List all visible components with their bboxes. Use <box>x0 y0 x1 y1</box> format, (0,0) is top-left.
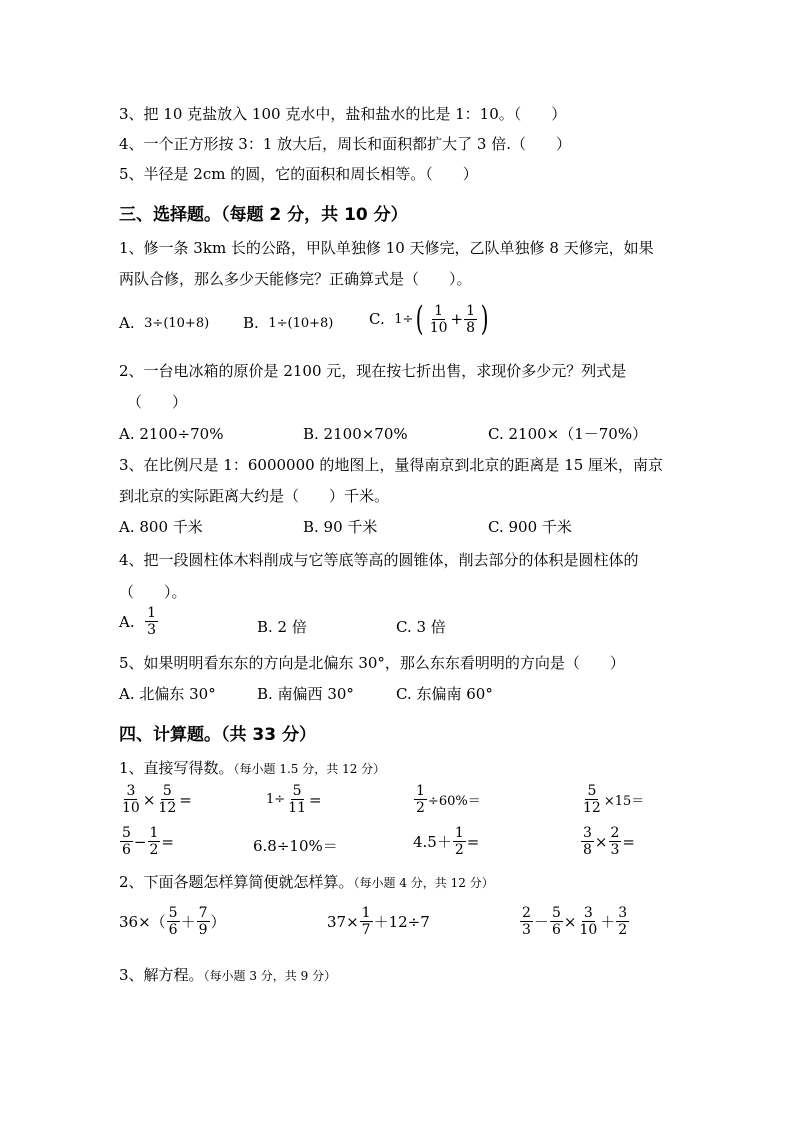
expr-1: $\frac{3}{10}$ × $\frac{5}{12}$ = <box>122 783 192 816</box>
s3-q3-line2: 到北京的实际距离大约是（ ）千米。 <box>119 487 390 505</box>
s3-q5-line1: 5、如果明明看东东的方向是北偏东 30°，那么东东看明明的方向是（ ） <box>119 654 625 672</box>
expr-8: $\frac{3}{8}$ × $\frac{2}{3}$ = <box>583 825 635 858</box>
expr-5: $\frac{5}{6}$ − $\frac{1}{2}$ = <box>122 825 174 858</box>
s3-q2-option-a: A. 2100÷70% <box>119 425 224 443</box>
s3-q1-line1: 1、修一条 3km 长的公路，甲队单独修 10 天修完，乙队单独修 8 天修完，如果 <box>119 239 654 257</box>
expr-6: 6.8÷10%＝ <box>253 837 338 855</box>
s4-part2-title: 2、下面各题怎样算简便就怎样算。（每小题 4 分，共 12 分） <box>119 873 494 891</box>
s3-q4-option-c: C. 3 倍 <box>396 618 446 636</box>
s3-q3-option-b: B. 90 千米 <box>303 518 378 536</box>
s3-q1-option-a: A. 3÷(10+8) <box>119 314 210 332</box>
section3-heading: 三、选择题。（每题 2 分，共 10 分） <box>119 205 408 225</box>
s3-q2-line2: （ ） <box>127 393 188 411</box>
s3-q5-option-a: A. 北偏东 30° <box>119 685 216 703</box>
s3-q3-option-a: A. 800 千米 <box>119 518 203 536</box>
s4-part3-title: 3、解方程。（每小题 3 分，共 9 分） <box>119 966 337 984</box>
expr-3: $\frac{1}{2}$ ÷60%＝ <box>416 783 481 816</box>
s3-q1-option-b: B. 1÷(10+8) <box>243 314 334 332</box>
s3-q2-line1: 2、一台电冰箱的原价是 2100 元，现在按七折出售，求现价多少元？列式是 <box>119 362 627 380</box>
calc-1: 36×（ $\frac{5}{6}$ ＋ $\frac{7}{9}$ ） <box>119 905 226 938</box>
s3-q4-option-a: A. $\frac{1}{3}$ <box>119 605 157 638</box>
judge-q5: 5、半径是 2cm 的圆，它的面积和周长相等。（ ） <box>119 165 478 183</box>
s3-q3-option-c: C. 900 千米 <box>488 518 572 536</box>
judge-q3: 3、把 10 克盐放入 100 克水中，盐和盐水的比是 1：10。（ ） <box>119 105 567 123</box>
s3-q5-option-c: C. 东偏南 60° <box>396 685 493 703</box>
calc-3: $\frac{2}{3}$ － $\frac{5}{6}$ × $\frac{3}{10}$ ＋ $\frac{3}{2}$ <box>522 905 628 938</box>
s3-q1-line2: 两队合修，那么多少天能修完？正确算式是（ ）。 <box>119 270 472 288</box>
section4-heading: 四、计算题。（共 33 分） <box>119 725 316 745</box>
s3-q2-option-b: B. 2100×70% <box>303 425 408 443</box>
s3-q1-option-c: C. 1÷ ( $\frac{1}{10}$ + $\frac{1}{8}$ ) <box>369 299 489 339</box>
judge-q4: 4、一个正方形按 3：1 放大后，周长和面积都扩大了 3 倍.（ ） <box>119 135 572 153</box>
s3-q4-line1: 4、把一段圆柱体木料削成与它等底等高的圆锥体，削去部分的体积是圆柱体的 <box>119 551 639 569</box>
s4-part1-title: 1、直接写得数。（每小题 1.5 分，共 12 分） <box>119 759 386 777</box>
s3-q4-option-b: B. 2 倍 <box>257 618 307 636</box>
s3-q3-line1: 3、在比例尺是 1：6000000 的地图上，量得南京到北京的距离是 15 厘米，南京 <box>119 456 664 474</box>
expr-4: $\frac{5}{12}$ ×15＝ <box>583 783 645 816</box>
s3-q4-line2: （ ）。 <box>119 583 187 601</box>
expr-7: 4.5＋ $\frac{1}{2}$ = <box>413 825 480 858</box>
expr-2: 1÷ $\frac{5}{11}$ = <box>266 783 322 816</box>
s3-q5-option-b: B. 南偏西 30° <box>257 685 354 703</box>
s3-q2-option-c: C. 2100×（1－70%） <box>488 425 648 443</box>
calc-2: 37× $\frac{1}{7}$ ＋12÷7 <box>327 905 430 938</box>
